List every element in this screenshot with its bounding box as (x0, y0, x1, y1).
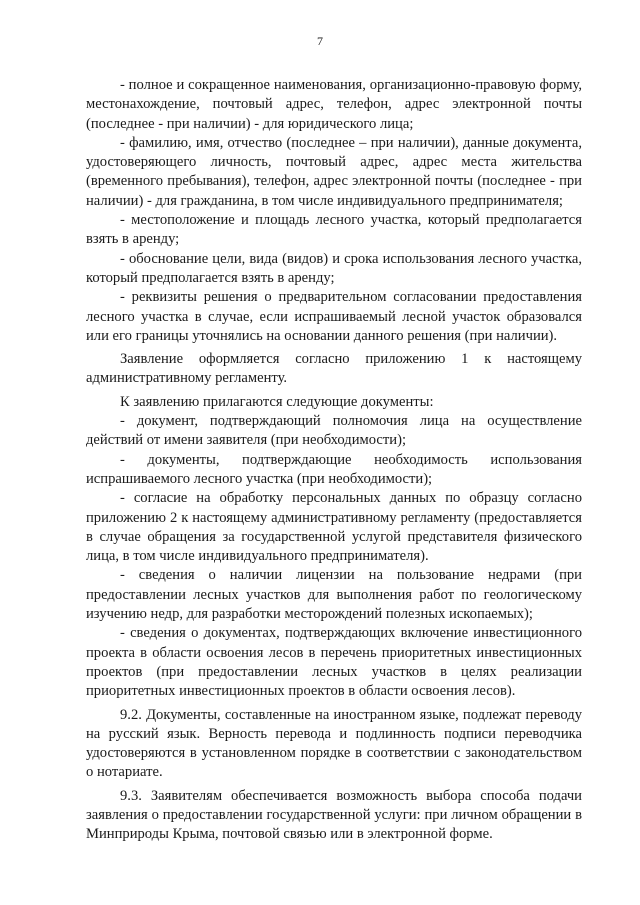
paragraph: 9.2. Документы, составленные на иностранном языке, подлежат переводу на русский язык. Верность перевода и подлинность подписи переводчика удостоверяются в установленном порядке в соответствии с законодательством о нотариате. (86, 706, 582, 781)
paragraph: - сведения о документах, подтверждающих включение инвестиционного проекта в области освоения лесов в перечень приоритетных инвестиционных проектов (при предоставлении лесных участков в целях реализации приоритетных инвестиционных проектов в области освоения лесов). (86, 625, 582, 700)
paragraph: - документы, подтверждающие необходимость использования испрашиваемого лесного участка (при необходимости); (86, 451, 582, 487)
paragraph: - полное и сокращенное наименования, организационно-правовую форму, местонахождение, почтовый адрес, телефон, адрес электронной почты (последнее - при наличии) - для юридического лица; (86, 77, 582, 132)
paragraph: - местоположение и площадь лесного участка, который предполагается взять в аренду; (86, 212, 582, 248)
paragraph: - фамилию, имя, отчество (последнее – при наличии), данные документа, удостоверяющего личность, почтовый адрес, адрес места жительства (временного пребывания), телефон, адрес электронной почты (последнее - при наличии) - для гражданина, в том числе индивидуального предпринимателя; (86, 134, 582, 209)
page-number: 7 (317, 34, 323, 48)
paragraph: 9.3. Заявителям обеспечивается возможность выбора способа подачи заявления о предоставлении государственной услуги: при личном обращении в Минприроды Крыма, почтовой связью или в электронной форме. (86, 787, 582, 843)
paragraph: - обоснование цели, вида (видов) и срока использования лесного участка, который предполагается взять в аренду; (86, 250, 582, 286)
paragraph: К заявлению прилагаются следующие документы: (120, 393, 434, 410)
paragraph: - документ, подтверждающий полномочия лица на осуществление действий от имени заявителя (при необходимости); (86, 413, 582, 449)
document-body (86, 76, 582, 845)
paragraph: Заявление оформляется согласно приложению 1 к настоящему административному регламенту. (86, 351, 582, 387)
paragraph: - сведения о наличии лицензии на пользование недрами (при предоставлении лесных участков для выполнения работ по геологическому изучению недр, для разработки месторождений полезных ископаемых); (86, 567, 582, 623)
paragraph: - реквизиты решения о предварительном согласовании предоставления лесного участка в случае, если испрашиваемый лесной участок образовался или его границы уточнялись на основании данного решения (при наличии). (86, 289, 582, 344)
paragraph: - согласие на обработку персональных данных по образцу согласно приложению 2 к настоящему административному регламенту (предоставляется в случае обращения за государственной услугой представителя физического лица, в том числе индивидуального предпринимателя). (86, 490, 582, 565)
